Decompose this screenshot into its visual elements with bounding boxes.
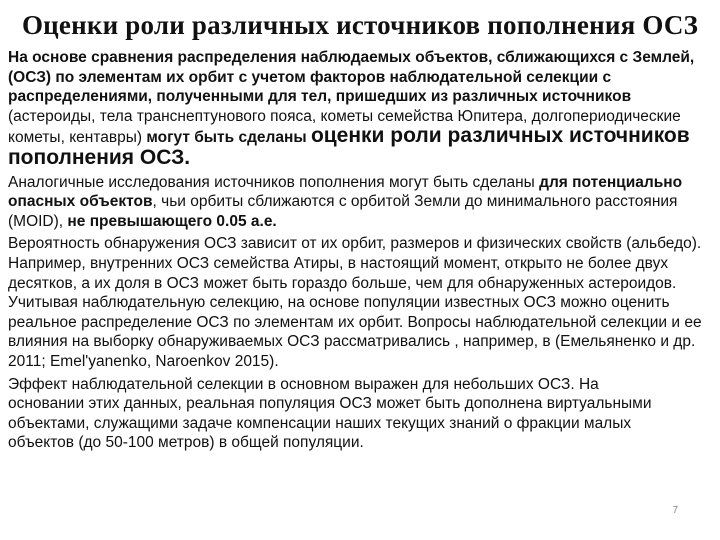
hazardous-intro: Аналогичные исследования источников пополнения могут быть сделаны [8, 173, 540, 191]
slide-body [8, 48, 708, 453]
bold-can-be-made: могут быть сделаны [146, 129, 311, 147]
paragraph-hazardous [8, 173, 708, 232]
page-number: 7 [672, 505, 678, 516]
hazardous-moid: , чьи орбиты сближаются с орбитой Земли до минимального расстояния (MOID), [8, 193, 678, 230]
slide-title: Оценки роли различных источников пополнения ОСЗ [21, 10, 699, 40]
bold-intro: На основе сравнения распределения наблюдаемых объектов, сближающихся с Землей, (ОСЗ) по элементам их орбит с учетом факторов наблюдательной селекции с распределениями, полученными для тел, пришедших из различных источников [8, 49, 695, 106]
bold-moid-limit: не превышающего 0.05 а.е. [67, 212, 277, 230]
bold-hazardous-objects: для потенциально опасных объектов [8, 173, 683, 211]
paragraph-sources [8, 48, 708, 170]
paragraph-selection-effect: Эффект наблюдательной селекции в основном выражен для небольших ОСЗ. На основании этих данных, реальная популяция ОСЗ может быть дополнена виртуальными объектами, служащими задаче компенсации наших текущих знаний о фракции малых объектов (до 50-100 метров) в общей популяции. [8, 375, 652, 452]
paragraph-selection: Вероятность обнаружения ОСЗ зависит от их орбит, размеров и физических свойств (альбедо). Например, внутренних ОСЗ семейства Атиры, в настоящий момент, открыто не более двух десятков, а их доля в ОСЗ может быть гораздо больше, чем для обнаруженных астероидов. Учитывая наблюдательную селекцию, на основе популяции известных ОСЗ можно оценить реальное распределение ОСЗ по элементам их орбит. Вопросы наблюдательной селекции и ее влияния на выборку обнаруживаемых ОСЗ рассматривались , например, в (Емельяненко и др. 2011; Emel'yanenko, Naroenkov 2015). [8, 235, 702, 370]
bold-large-conclusion: оценки роли различных источников пополнения ОСЗ. [8, 124, 690, 169]
sources-list: (астероиды, тела транснептунового пояса, кометы семейства Юпитера, долгопериодические кометы, кентавры) [8, 107, 681, 147]
